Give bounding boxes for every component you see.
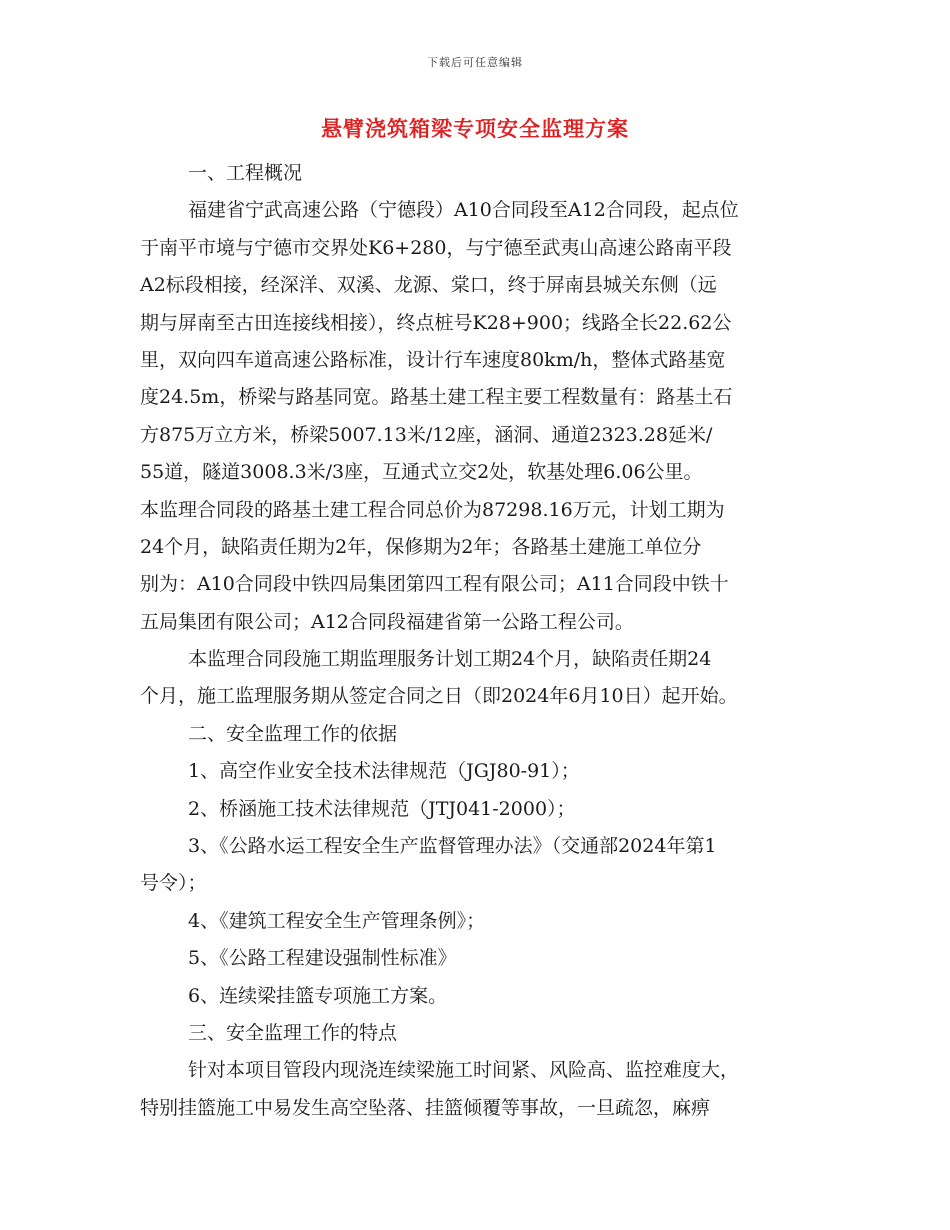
text-line: 里，双向四车道高速公路标准，设计行车速度80km/h，整体式路基宽 <box>140 348 726 371</box>
text-line: 5、《公路工程建设强制性标准》 <box>188 947 457 970</box>
text-line: 别为：A10合同段中铁四局集团第四工程有限公司；A11合同段中铁十 <box>140 573 729 596</box>
text-line: 1、高空作业安全技术法律规范（JGJ80-91）； <box>188 760 580 783</box>
text-line: A2标段相接，经深洋、双溪、龙源、棠口，终于屏南县城关东侧（远 <box>140 274 717 297</box>
text-line: 一、工程概况 <box>188 162 303 184</box>
text-line: 针对本项目管段内现浇连续梁施工时间紧、风险高、监控难度大， <box>188 1059 740 1082</box>
text-line: 五局集团有限公司；A12合同段福建省第一公路工程公司。 <box>140 610 634 633</box>
text-line: 福建省宁武高速公路（宁德段）A10合同段至A12合同段，起点位 <box>188 199 739 222</box>
header-note: 下载后可任意编辑 <box>427 56 523 69</box>
text-line: 本监理合同段的路基土建工程合同总价为87298.16万元，计划工期为 <box>140 498 725 521</box>
text-line: 方875万立方米，桥梁5007.13米/12座，涵洞、通道2323.28延米/ <box>140 423 713 446</box>
text-line: 特别挂篮施工中易发生高空坠落、挂篮倾覆等事故，一旦疏忽，麻痹 <box>140 1096 711 1119</box>
text-line: 于南平市境与宁德市交界处K6+280，与宁德至武夷山高速公路南平段 <box>140 236 732 259</box>
text-line: 本监理合同段施工期监理服务计划工期24个月，缺陷责任期24 <box>188 648 712 671</box>
text-line: 二、安全监理工作的依据 <box>188 722 398 745</box>
text-line: 三、安全监理工作的特点 <box>188 1021 398 1044</box>
text-line: 度24.5m，桥梁与路基同宽。路基土建工程主要工程数量有：路基土石 <box>140 386 733 409</box>
text-line: 4、《建筑工程安全生产管理条例》； <box>188 909 486 932</box>
text-line: 2、桥涵施工技术法律规范（JTJ041-2000）； <box>188 797 576 820</box>
text-line: 个月，施工监理服务期从签定合同之日（即2024年6月10日）起开始。 <box>140 685 738 708</box>
document-title: 悬臂浇筑箱梁专项安全监理方案 <box>321 116 629 141</box>
text-line: 6、连续梁挂篮专项施工方案。 <box>188 984 448 1007</box>
text-line: 期与屏南至古田连接线相接），终点桩号K28+900；线路全长22.62公 <box>140 311 732 334</box>
text-line: 3、《公路水运工程安全生产监督管理办法》（交通部2024年第1 <box>188 835 717 858</box>
document-body <box>140 155 830 1127</box>
text-line: 24个月，缺陷责任期为2年，保修期为2年；各路基土建施工单位分 <box>140 535 702 558</box>
text-line: 号令）； <box>140 872 207 895</box>
text-line: 55道，隧道3008.3米/3座，互通式立交2处，软基处理6.06公里。 <box>140 461 703 484</box>
